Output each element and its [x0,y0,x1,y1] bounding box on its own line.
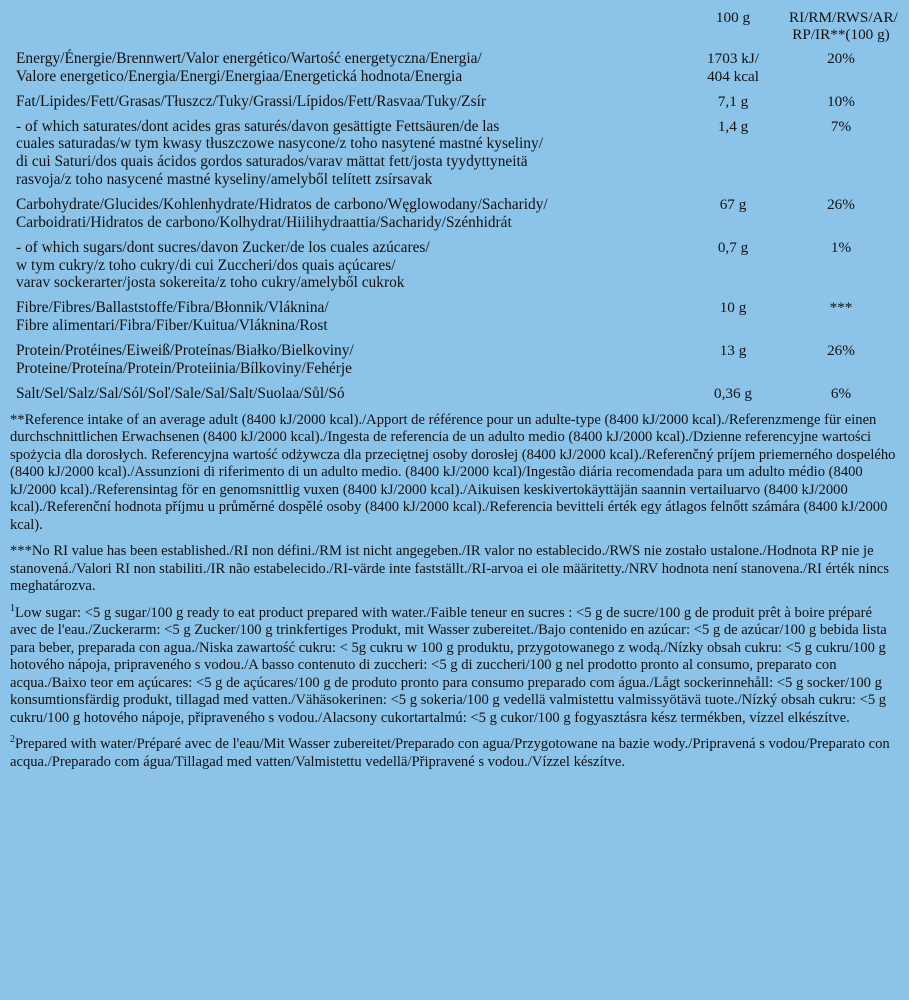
nutrient-name-line: Proteine/Proteína/Protein/Proteiinia/Bílkoviny/Fehérje [16,359,352,377]
nutrient-ri: *** [829,299,853,317]
nutrition-table [10,6,899,407]
value-line: 7,1 g [717,92,749,110]
table-row [10,382,899,407]
table-header-row [10,6,899,47]
table-row [10,115,899,193]
nutrient-per-100g [683,382,783,407]
footnote-marker-2: 2 [10,734,15,746]
footnote-low-sugar [10,602,899,728]
nutrient-ri: 26% [827,342,855,360]
nutrient-name [10,296,683,339]
nutrient-name [10,90,683,115]
value-line: 1703 kJ/ [707,50,759,68]
nutrient-per-100g [683,115,783,193]
value-line: 67 g [719,196,747,214]
nutrient-name-line: Carbohydrate/Glucides/Kohlenhydrate/Hidratos de carbono/Węglowodany/Sacharidy/ [16,196,548,214]
header-reference-intake [783,6,899,47]
nutrient-ri: 20% [827,50,855,68]
header-per-100g: 100 g [715,9,751,26]
value-line: 10 g [719,299,747,317]
nutrient-per-100g [683,296,783,339]
nutrient-name [10,236,683,297]
nutrient-per-100g [683,90,783,115]
nutrient-name-line: rasvoja/z toho nasycené mastné kyseliny/amelyből telített zsírsavak [16,171,433,189]
header-ri-line-1: RI/RM/RWS/AR/ [789,9,898,26]
nutrient-name-line: varav sockerarter/josta sokereita/z toho cukry/amelyből cukrok [16,274,405,292]
nutrient-ri: 26% [827,196,855,214]
value-line: 0,7 g [717,238,749,256]
table-row [10,90,899,115]
nutrient-per-100g [683,339,783,382]
value-line: 0,36 g [714,384,752,402]
header-blank [10,6,683,47]
footnote-marker-1: 1 [10,602,15,614]
value-line: 1,4 g [717,117,749,135]
nutrient-name-line: - of which sugars/dont sucres/davon Zucker/de los cuales azúcares/ [16,238,430,256]
footnote-reference-intake: **Reference intake of an average adult (8400 kJ/2000 kcal)./Apport de référence pour un adulte-type (8400 kJ/2000 kcal)./Referenzmenge für einen durchschnittlichen Erwachsenen (8400 kJ/2000 kcal)./Ingesta de referencia de un adulto medio (8400 kJ/2000 kcal)./Dzienne referencyjne wartości spożycia dla dorosłych. Referencyjna wartość odżywcza dla przeciętnej osoby dorosłej (8400 kJ/2000 kcal)./Referenčný príjem priemerného dospelého (8400 kJ/2000 kcal)./Assunzioni di riferimento di un adulto medio. (8400 kJ/2000 kcal)/Ingestão diária recomendada para um adulto médio (8400 kJ/2000 kcal)./Referensintag för en genomsnittlig vuxen (8400 kJ/2000 kcal)./Aikuisen keskivertokäyttäjän saannin vertailuarvo (8400 kJ/2000 kcal)./Referenční hodnota příjmu u průměrné dospělé osoby (8400 kJ/2000 kcal)./Referencia bevitteli érték egy átlagos felnőtt számára (8400 kJ/2000 kcal). [10,411,896,533]
value-line: 404 kcal [707,67,759,85]
nutrient-name-line: Fibre/Fibres/Ballaststoffe/Fibra/Błonnik/Vláknina/ [16,299,329,317]
nutrient-name-line: Carboidrati/Hidratos de carbono/Kolhydrat/Hiilihydraattia/Sacharidy/Szénhidrát [16,213,512,231]
nutrient-name-line: Salt/Sel/Salz/Sal/Sól/Soľ/Sale/Sal/Salt/Suolaa/Sůl/Só [16,384,345,402]
nutrient-name-line: Protein/Protéines/Eiweiß/Proteínas/Białko/Bielkoviny/ [16,342,354,360]
table-row [10,296,899,339]
nutrient-name [10,193,683,236]
nutrient-name-line: cuales saturadas/w tym kwasy tłuszczowe nasycone/z toho nasytené mastné kyseliny/ [16,135,543,153]
nutrient-name [10,382,683,407]
footnotes [10,412,899,772]
table-row [10,47,899,90]
nutrient-name-line: Fat/Lipides/Fett/Grasas/Tłuszcz/Tuky/Grassi/Lípidos/Fett/Rasvaa/Tuky/Zsír [16,92,486,110]
footnote-low-sugar-text: Low sugar: <5 g sugar/100 g ready to eat product prepared with water./Faible teneur en sucres : <5 g de sucre/100 g de produit prêt à boire préparé avec de l'eau./Zuckerarm: <5 g Zucker/100 g trinkfertiges Produkt, mit Wasser zubereitet./Bajo contenido en azúcar: <5 g de azúcar/100 g bebida lista para beber, preparada con agua./Niska zawartość cukru: < 5g cukru w 100 g produktu, przygotowanego z wodą./Nízky obsah cukru: <5 g cukru/100 g hotového nápoja, pripraveného s vodou./A basso contenuto di zuccheri: <5 g di zuccheri/100 g nel prodotto pronto al consumo, preparato con acqua./Baixo teor em açúcares: <5 g de açúcares/100 g de produto pronto para consumo preparado com água./Lågt sockerinnehåll: <5 g socker/100 g konsumtionsfärdig produkt, tillagad med vatten./Vähäsokerinen: <5 g sokeria/100 g vedellä valmistettu valmissyötävä tuote./Nízký obsah cukru: <5 g cukru/100 g hotového nápoje, připraveného s vodou./Alacsony cukortartalmú: <5 g cukor/100 g fogyasztásra kész termékben, vízzel elkészítve. [10,604,887,726]
table-row [10,339,899,382]
value-line: 13 g [719,342,747,360]
nutrient-ri: 7% [830,117,852,135]
nutrient-name-line: Valore energetico/Energia/Energi/Energiaa/Energetická hodnota/Energia [16,67,463,85]
nutrient-name [10,115,683,193]
table-row [10,236,899,297]
footnote-no-ri-value: ***No RI value has been established./RI non défini./RM ist nicht angegeben./IR valor no establecido./RWS nie zostało ustalone./Hodnota RP nie je stanovená./Valori RI non stabiliti./IR não estabelecido./RI-värde inte fastställt./RI-arvoa ei ole määritetty./NRV hodnota není stanovena./RI érték nincs meghatározva. [10,543,890,595]
nutrient-name-line: - of which saturates/dont acides gras saturés/davon gesättigte Fettsäuren/de las [16,117,500,135]
nutrient-ri: 1% [830,238,852,256]
nutrient-name [10,47,683,90]
table-row [10,193,899,236]
header-ri-line-2: RP/IR**(100 g) [792,26,890,44]
nutrient-per-100g [683,193,783,236]
nutrient-name [10,339,683,382]
footnote-prepared-text: Prepared with water/Préparé avec de l'eau/Mit Wasser zubereitet/Preparado con agua/Przygotowane na bazie wody./Pripravená s vodou/Preparato con acqua./Preparado com água/Tillagad med vatten/Valmistettu vedellä/Připravené s vodou./Vízzel készítve. [10,736,890,770]
nutrient-per-100g [683,236,783,297]
nutrient-name-line: Energy/Énergie/Brennwert/Valor energético/Wartość energetyczna/Energia/ [16,50,482,68]
nutrient-name-line: Fibre alimentari/Fibra/Fiber/Kuitua/Vláknina/Rost [16,317,328,335]
footnote-prepared [10,736,899,771]
nutrient-name-line: di cui Saturi/dos quais ácidos gordos saturados/varav mättat fett/josta tyydyttyneitä [16,153,528,171]
nutrient-ri: 6% [830,384,852,402]
nutrient-ri: 10% [827,92,855,110]
nutrient-per-100g [683,47,783,90]
nutrient-name-line: w tym cukry/z toho cukry/di cui Zuccheri/dos quais açúcares/ [16,256,396,274]
